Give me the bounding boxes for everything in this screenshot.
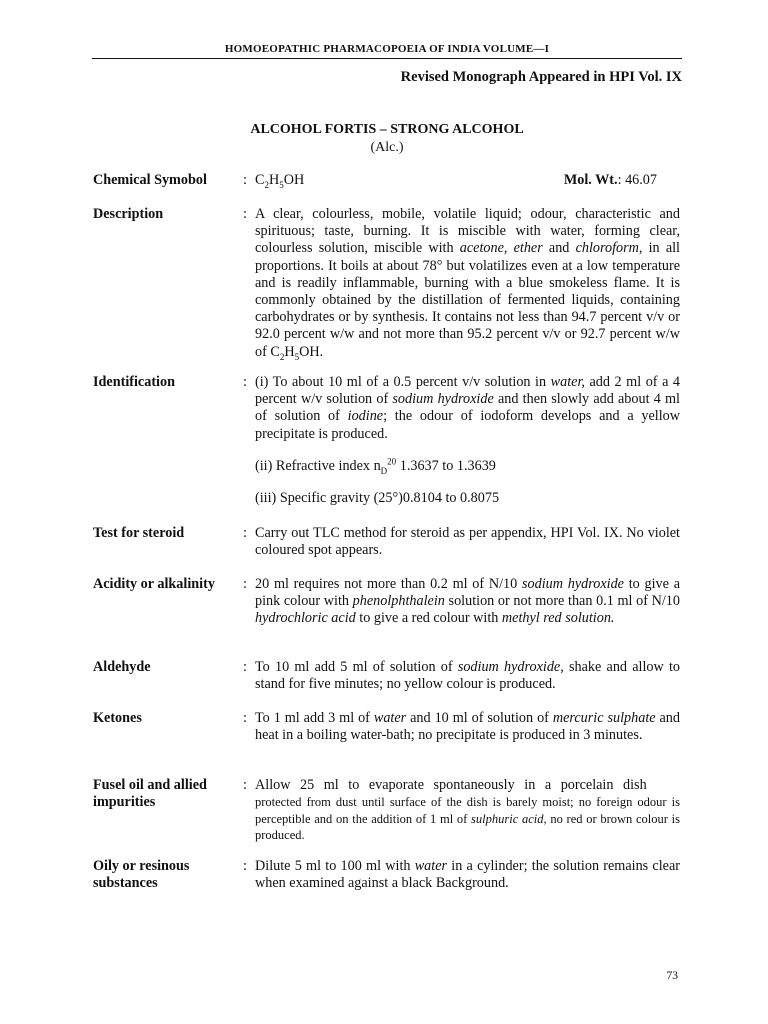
mol-wt-label: Mol. Wt. — [563, 172, 618, 188]
steroid-label: Test for steroid — [93, 525, 185, 541]
colon: : — [243, 576, 247, 592]
aldehyde-label: Aldehyde — [93, 659, 151, 675]
description-label: Description — [93, 206, 164, 222]
identification-test-iii: (iii) Specific gravity (25°)0.8104 to 0.8075 — [255, 490, 500, 507]
colon: : — [243, 374, 247, 390]
molecular-weight — [564, 172, 657, 189]
running-head: HOMOEOPATHIC PHARMACOPOEIA OF INDIA VOLUME—I — [224, 43, 550, 55]
colon: : — [243, 206, 247, 222]
colon: : — [243, 710, 247, 726]
fusel-oil-rest: protected from dust until surface of the dish is barely moist; no foreign odour is perceptible and on the addition of 1 ml of sulphuric acid, no red or brown colour is produced. — [255, 795, 680, 843]
colon: : — [243, 172, 247, 188]
identification-text — [255, 374, 680, 507]
mol-wt-value: : 46.07 — [617, 172, 657, 188]
acidity-text: 20 ml requires not more than 0.2 ml of N/10 sodium hydroxide to give a pink colour with phenolphthalein solution or not more than 0.1 ml of N/10 hydrochloric acid to give a red colour with methyl red solution. — [255, 576, 680, 627]
ketones-label: Ketones — [93, 710, 142, 726]
fusel-oil-text — [255, 777, 680, 844]
ketones-text: To 1 ml add 3 ml of water and 10 ml of solution of mercuric sulphate and heat in a boiling water-bath; no precipitate is produced in 3 minutes. — [255, 710, 680, 744]
colon: : — [243, 777, 247, 793]
chemical-symbol-label: Chemical Symobol — [93, 172, 207, 188]
revised-note: Revised Monograph Appeared in HPI Vol. IX — [400, 69, 682, 85]
oily-label: Oily or resinous substances — [93, 858, 190, 892]
identification-label: Identification — [93, 374, 175, 390]
chemical-formula: $C_2H_5OH$ — [255, 172, 305, 190]
colon: : — [243, 525, 247, 541]
page-number: 73 — [666, 970, 678, 982]
acidity-label: Acidity or alkalinity — [93, 576, 215, 592]
oily-text: Dilute 5 ml to 100 ml with water in a cylinder; the solution remains clear when examined against a black Background. — [255, 858, 680, 892]
header-rule — [92, 58, 682, 59]
fusel-oil-first-line: Allow 25 ml to evaporate spontaneously in a porcelain dish — [255, 777, 647, 793]
identification-test-i: (i) To about 10 ml of a 0.5 percent v/v solution in water, add 2 ml of a 4 percent w/v solution of sodium hydroxide and then slowly add about 4 ml of solution of iodine; the odour of iodoform develops and a yellow precipitate is produced. — [255, 374, 681, 442]
colon: : — [243, 659, 247, 675]
monograph-abbreviation: (Alc.) — [370, 140, 404, 155]
description-text: A clear, colourless, mobile, volatile liquid; odour, characteristic and spirituous; taste, burning. It is miscible with water, forming clear, colourless solution, miscible with acetone, ether and chloroform, in all proportions. It boils at about 78° but volatilizes even at a low temperature and is readily inflammable, burning with a blue smokeless flame. It is commonly obtained by the distillation of fermented liquids, containing carbohydrates or by synthesis. It contains not less than 94.7 percent v/v or 92.0 percent w/w and not more than 95.2 percent v/v or 92.7 percent w/w of $C_2H_5OH$. — [255, 206, 681, 362]
identification-test-ii: (ii) Refractive index $n_D^{20}$ 1.3637 to 1.3639 — [255, 456, 496, 476]
steroid-text: Carry out TLC method for steroid as per appendix, HPI Vol. IX. No violet coloured spot appears. — [255, 525, 680, 559]
colon: : — [243, 858, 247, 874]
monograph-title: ALCOHOL FORTIS – STRONG ALCOHOL — [250, 122, 524, 137]
fusel-oil-label: Fusel oil and allied impurities — [93, 777, 207, 811]
aldehyde-text: To 10 ml add 5 ml of solution of sodium hydroxide, shake and allow to stand for five minutes; no yellow colour is produced. — [255, 659, 680, 693]
